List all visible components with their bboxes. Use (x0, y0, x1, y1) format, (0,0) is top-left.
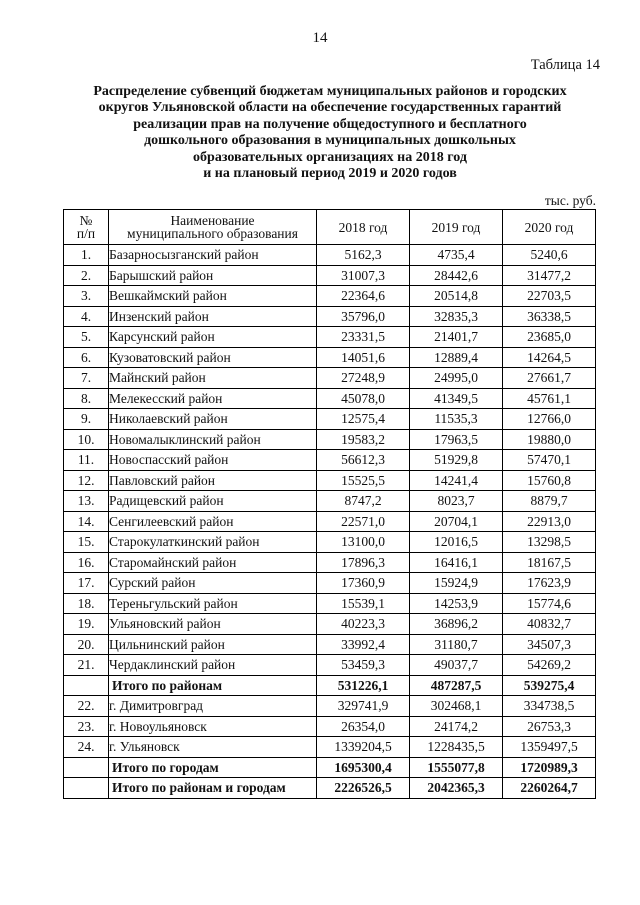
table-total-row (64, 778, 596, 799)
table-row (64, 306, 596, 327)
value-2019: 32835,3 (410, 306, 503, 327)
row-number: 1. (64, 245, 109, 266)
row-number: 12. (64, 470, 109, 491)
header-2019: 2019 год (410, 210, 503, 245)
value-2019: 16416,1 (410, 552, 503, 573)
table-row (64, 450, 596, 471)
municipality-name: г. Новоульяновск (109, 716, 317, 737)
value-2019: 41349,5 (410, 388, 503, 409)
municipality-name: Майнский район (109, 368, 317, 389)
row-number: 15. (64, 532, 109, 553)
value-2020: 1720989,3 (503, 757, 596, 778)
row-number: 9. (64, 409, 109, 430)
municipality-name: Павловский район (109, 470, 317, 491)
row-number: 10. (64, 429, 109, 450)
value-2018: 17896,3 (317, 552, 410, 573)
row-number: 19. (64, 614, 109, 635)
value-2019: 51929,8 (410, 450, 503, 471)
value-2018: 53459,3 (317, 655, 410, 676)
title-line: Распределение субвенций бюджетам муниципальных районов и городских (93, 84, 567, 99)
table-row (64, 491, 596, 512)
value-2020: 31477,2 (503, 265, 596, 286)
value-2019: 2042365,3 (410, 778, 503, 799)
municipality-name: Сенгилеевский район (109, 511, 317, 532)
municipality-name: Новомалыклинский район (109, 429, 317, 450)
header-number-line: п/п (76, 226, 96, 241)
municipality-name: Новоспасский район (109, 450, 317, 471)
subventions-table (63, 209, 596, 799)
value-2020: 15760,8 (503, 470, 596, 491)
value-2019: 302468,1 (410, 696, 503, 717)
value-2019: 17963,5 (410, 429, 503, 450)
value-2018: 40223,3 (317, 614, 410, 635)
municipality-name: Старокулаткинский район (109, 532, 317, 553)
header-name (109, 210, 317, 245)
municipality-name: Инзенский район (109, 306, 317, 327)
value-2018: 13100,0 (317, 532, 410, 553)
header-2020: 2020 год (503, 210, 596, 245)
row-number: 5. (64, 327, 109, 348)
value-2020: 45761,1 (503, 388, 596, 409)
value-2020: 27661,7 (503, 368, 596, 389)
value-2018: 31007,3 (317, 265, 410, 286)
value-2018: 2226526,5 (317, 778, 410, 799)
value-2018: 22364,6 (317, 286, 410, 307)
row-number: 16. (64, 552, 109, 573)
value-2018: 23331,5 (317, 327, 410, 348)
value-2020: 334738,5 (503, 696, 596, 717)
municipality-name: г. Димитровград (109, 696, 317, 717)
value-2020: 14264,5 (503, 347, 596, 368)
value-2020: 5240,6 (503, 245, 596, 266)
value-2019: 12889,4 (410, 347, 503, 368)
value-2018: 12575,4 (317, 409, 410, 430)
table-row (64, 696, 596, 717)
table-row (64, 716, 596, 737)
row-number: 11. (64, 450, 109, 471)
value-2020: 1359497,5 (503, 737, 596, 758)
value-2020: 54269,2 (503, 655, 596, 676)
municipality-name: Итого по городам (109, 757, 317, 778)
value-2019: 12016,5 (410, 532, 503, 553)
value-2018: 1695300,4 (317, 757, 410, 778)
row-number: 6. (64, 347, 109, 368)
value-2019: 21401,7 (410, 327, 503, 348)
row-number: 4. (64, 306, 109, 327)
table-row (64, 511, 596, 532)
row-number: 13. (64, 491, 109, 512)
table-row (64, 470, 596, 491)
municipality-name: Итого по районам (109, 675, 317, 696)
value-2018: 26354,0 (317, 716, 410, 737)
value-2019: 49037,7 (410, 655, 503, 676)
row-number (64, 757, 109, 778)
header-number (64, 210, 109, 245)
value-2018: 5162,3 (317, 245, 410, 266)
value-2019: 31180,7 (410, 634, 503, 655)
table-row (64, 532, 596, 553)
municipality-name: г. Ульяновск (109, 737, 317, 758)
header-name-line: Наименование (170, 213, 255, 228)
header-number-line: № (79, 213, 93, 228)
row-number: 18. (64, 593, 109, 614)
value-2020: 8879,7 (503, 491, 596, 512)
value-2020: 40832,7 (503, 614, 596, 635)
table-row (64, 573, 596, 594)
table-row (64, 347, 596, 368)
value-2018: 22571,0 (317, 511, 410, 532)
value-2019: 20704,1 (410, 511, 503, 532)
document-title (60, 84, 600, 182)
title-line: образовательных организациях на 2018 год (193, 149, 467, 165)
row-number: 24. (64, 737, 109, 758)
row-number: 17. (64, 573, 109, 594)
table-row (64, 286, 596, 307)
municipality-name: Карсунский район (109, 327, 317, 348)
value-2018: 27248,9 (317, 368, 410, 389)
municipality-name: Старомайнский район (109, 552, 317, 573)
municipality-name: Сурский район (109, 573, 317, 594)
table-total-row (64, 757, 596, 778)
municipality-name: Вешкаймский район (109, 286, 317, 307)
value-2019: 24995,0 (410, 368, 503, 389)
value-2019: 20514,8 (410, 286, 503, 307)
row-number: 7. (64, 368, 109, 389)
value-2018: 14051,6 (317, 347, 410, 368)
table-row (64, 388, 596, 409)
value-2019: 4735,4 (410, 245, 503, 266)
row-number (64, 778, 109, 799)
value-2019: 8023,7 (410, 491, 503, 512)
table-row (64, 429, 596, 450)
table-body (64, 245, 596, 799)
value-2018: 15525,5 (317, 470, 410, 491)
value-2020: 17623,9 (503, 573, 596, 594)
value-2019: 1555077,8 (410, 757, 503, 778)
municipality-name: Кузоватовский район (109, 347, 317, 368)
value-2018: 17360,9 (317, 573, 410, 594)
value-2020: 539275,4 (503, 675, 596, 696)
title-line: округов Ульяновской области на обеспечение государственных гарантий (98, 100, 562, 116)
value-2018: 19583,2 (317, 429, 410, 450)
table-row (64, 593, 596, 614)
value-2018: 35796,0 (317, 306, 410, 327)
table-total-row (64, 675, 596, 696)
row-number: 23. (64, 716, 109, 737)
title-line: дошкольного образования в муниципальных дошкольных (144, 133, 516, 149)
municipality-name: Николаевский район (109, 409, 317, 430)
value-2018: 8747,2 (317, 491, 410, 512)
value-2018: 33992,4 (317, 634, 410, 655)
municipality-name: Цильнинский район (109, 634, 317, 655)
municipality-name: Мелекесский район (109, 388, 317, 409)
value-2020: 34507,3 (503, 634, 596, 655)
municipality-name: Ульяновский район (109, 614, 317, 635)
header-name-line: муниципального образования (127, 226, 298, 241)
value-2020: 22913,0 (503, 511, 596, 532)
table-row (64, 614, 596, 635)
title-line: реализации прав на получение общедоступного и бесплатного (133, 116, 527, 132)
page-number: 14 (312, 30, 328, 46)
value-2020: 2260264,7 (503, 778, 596, 799)
municipality-name: Радищевский район (109, 491, 317, 512)
value-2018: 15539,1 (317, 593, 410, 614)
value-2020: 57470,1 (503, 450, 596, 471)
title-line: и на плановый период 2019 и 2020 годов (203, 166, 457, 182)
table-row (64, 245, 596, 266)
table-row (64, 737, 596, 758)
value-2018: 1339204,5 (317, 737, 410, 758)
table-row (64, 655, 596, 676)
value-2019: 1228435,5 (410, 737, 503, 758)
value-2020: 18167,5 (503, 552, 596, 573)
table-row (64, 327, 596, 348)
value-2019: 24174,2 (410, 716, 503, 737)
value-2020: 26753,3 (503, 716, 596, 737)
units-label: тыс. руб. (544, 193, 596, 208)
municipality-name: Барышский район (109, 265, 317, 286)
value-2020: 15774,6 (503, 593, 596, 614)
row-number: 14. (64, 511, 109, 532)
municipality-name: Тереньгульский район (109, 593, 317, 614)
table-label: Таблица 14 (530, 57, 600, 73)
value-2018: 56612,3 (317, 450, 410, 471)
municipality-name: Итого по районам и городам (109, 778, 317, 799)
value-2019: 15924,9 (410, 573, 503, 594)
value-2018: 531226,1 (317, 675, 410, 696)
value-2020: 22703,5 (503, 286, 596, 307)
value-2019: 14241,4 (410, 470, 503, 491)
value-2019: 11535,3 (410, 409, 503, 430)
header-2018: 2018 год (317, 210, 410, 245)
row-number: 8. (64, 388, 109, 409)
row-number: 20. (64, 634, 109, 655)
row-number: 2. (64, 265, 109, 286)
table-row (64, 552, 596, 573)
municipality-name: Чердаклинский район (109, 655, 317, 676)
table-row (64, 634, 596, 655)
municipality-name: Базарносызганский район (109, 245, 317, 266)
value-2020: 23685,0 (503, 327, 596, 348)
value-2020: 19880,0 (503, 429, 596, 450)
value-2019: 487287,5 (410, 675, 503, 696)
value-2018: 329741,9 (317, 696, 410, 717)
row-number: 3. (64, 286, 109, 307)
table-row (64, 409, 596, 430)
value-2019: 36896,2 (410, 614, 503, 635)
row-number: 21. (64, 655, 109, 676)
table-row (64, 368, 596, 389)
row-number (64, 675, 109, 696)
value-2018: 45078,0 (317, 388, 410, 409)
value-2020: 36338,5 (503, 306, 596, 327)
value-2019: 14253,9 (410, 593, 503, 614)
value-2020: 13298,5 (503, 532, 596, 553)
table-header-row (64, 210, 596, 245)
row-number: 22. (64, 696, 109, 717)
value-2019: 28442,6 (410, 265, 503, 286)
value-2020: 12766,0 (503, 409, 596, 430)
table-row (64, 265, 596, 286)
